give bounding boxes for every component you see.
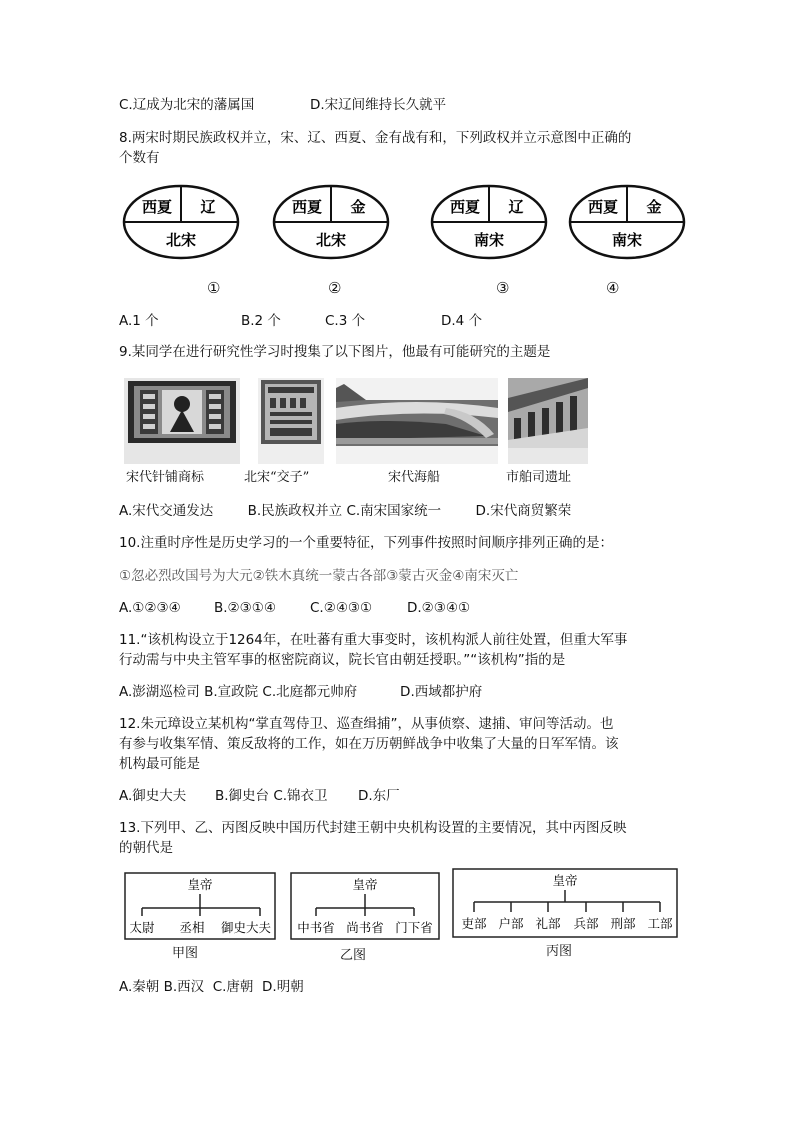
chart-bing-item-2: 户部 bbox=[498, 916, 524, 931]
song-ship-image bbox=[336, 378, 498, 464]
diagram-1-top-right: 辽 bbox=[200, 198, 216, 216]
chart-jia-item-2: 丞相 bbox=[179, 920, 205, 935]
photo-caption-4: 市舶司遗址 bbox=[506, 470, 572, 485]
diagram-1-bottom: 北宋 bbox=[165, 231, 197, 249]
q8-option-c: C.3 个 bbox=[325, 313, 366, 329]
q12-stem-line2: 有参与收集军情、策反敌将的工作，如在万历朝鲜战争中收集了大量的日军军情。该 bbox=[119, 736, 619, 752]
chart-bing-top: 皇帝 bbox=[552, 873, 578, 888]
q9-stem: 9.某同学在进行研究性学习时搜集了以下图片，他最有可能研究的主题是 bbox=[119, 344, 551, 360]
photo-caption-3: 宋代海船 bbox=[388, 470, 441, 485]
chart-bing-caption: 丙图 bbox=[546, 944, 573, 959]
chart-yi-top: 皇帝 bbox=[352, 877, 378, 892]
diagram-3-number: ③ bbox=[496, 279, 510, 297]
needle-shop-trademark-image bbox=[124, 378, 240, 464]
q13-options: A.秦朝 B.西汉 C.唐朝 D.明朝 bbox=[119, 979, 304, 995]
photo-caption-1: 宋代针铺商标 bbox=[126, 470, 205, 485]
chart-jia-item-3: 御史大夫 bbox=[220, 920, 272, 935]
q11-stem-line2: 行动需与中央主管军事的枢密院商议，院长官由朝廷授职。”“该机构”指的是 bbox=[119, 652, 566, 668]
shibosi-ruins-image bbox=[508, 378, 588, 464]
q12-stem-line1: 12.朱元璋设立某机构“掌直驾侍卫、巡查缉捕”，从事侦察、逮捕、审问等活动。也 bbox=[119, 716, 614, 732]
q8-option-d: D.4 个 bbox=[441, 313, 483, 329]
q12-option-bc: B.御史台 C.锦衣卫 bbox=[215, 788, 328, 804]
q7-option-d: D.宋辽间维持长久就平 bbox=[310, 97, 447, 113]
chart-yi-item-1: 中书省 bbox=[297, 920, 335, 935]
regime-diagram-3 bbox=[430, 182, 550, 262]
chart-bing-item-6: 工部 bbox=[647, 916, 673, 931]
diagram-3-bottom: 南宋 bbox=[473, 231, 505, 249]
q10-option-a: A.①②③④ bbox=[119, 600, 181, 616]
regime-diagram-1 bbox=[122, 182, 242, 262]
photo-caption-2: 北宋“交子” bbox=[244, 470, 310, 485]
diagram-4-bottom: 南宋 bbox=[611, 231, 643, 249]
q10-option-d: D.②③④① bbox=[407, 600, 471, 616]
q8-option-a: A.1 个 bbox=[119, 313, 159, 329]
diagram-2-top-left: 西夏 bbox=[291, 198, 323, 216]
chart-yi-item-2: 尚书省 bbox=[346, 920, 384, 935]
diagram-2-number: ② bbox=[328, 279, 342, 297]
q12-option-d: D.东厂 bbox=[358, 788, 400, 804]
diagram-1-top-left: 西夏 bbox=[141, 198, 173, 216]
q8-stem-line2: 个数有 bbox=[119, 150, 160, 166]
diagram-4-top-left: 西夏 bbox=[587, 198, 619, 216]
q9-options: A.宋代交通发达 B.民族政权并立 C.南宋国家统一 D.宋代商贸繁荣 bbox=[119, 503, 572, 519]
q11-stem-line1: 11.“该机构设立于1264年，在吐蕃有重大事变时，该机构派人前往处置，但重大军事 bbox=[119, 632, 628, 648]
org-chart-yi bbox=[290, 872, 440, 942]
q13-stem-line2: 的朝代是 bbox=[119, 840, 173, 856]
q12-stem-line3: 机构最可能是 bbox=[119, 756, 200, 772]
chart-bing-item-4: 兵部 bbox=[573, 916, 599, 931]
diagram-3-top-left: 西夏 bbox=[449, 198, 481, 216]
diagram-1-number: ① bbox=[207, 279, 221, 297]
q11-options: A.澎湖巡检司 B.宣政院 C.北庭都元帅府 D.西域都护府 bbox=[119, 684, 483, 700]
chart-jia-top: 皇帝 bbox=[187, 877, 213, 892]
q10-option-c: C.②④③① bbox=[310, 600, 373, 616]
org-chart-jia bbox=[124, 872, 276, 942]
diagram-2-bottom: 北宋 bbox=[315, 231, 347, 249]
q12-option-a: A.御史大夫 bbox=[119, 788, 187, 804]
q10-stem-line1: 10.注重时序性是历史学习的一个重要特征，下列事件按照时间顺序排列正确的是： bbox=[119, 535, 613, 551]
chart-jia-caption: 甲图 bbox=[172, 946, 199, 961]
regime-diagram-4 bbox=[568, 182, 688, 262]
diagram-2-top-right: 金 bbox=[350, 198, 366, 216]
q10-stem-line2: ①忽必烈改国号为大元②铁木真统一蒙古各部③蒙古灭金④南宋灭亡 bbox=[119, 568, 519, 584]
org-chart-bing bbox=[452, 868, 678, 940]
q13-stem-line1: 13.下列甲、乙、丙图反映中国历代封建王朝中央机构设置的主要情况，其中丙图反映 bbox=[119, 820, 627, 836]
regime-diagram-2 bbox=[272, 182, 392, 262]
chart-yi-item-3: 门下省 bbox=[395, 920, 433, 935]
q7-option-c: C.辽成为北宋的藩属国 bbox=[119, 97, 255, 113]
chart-yi-caption: 乙图 bbox=[340, 948, 367, 963]
chart-bing-item-1: 吏部 bbox=[461, 916, 487, 931]
q8-option-b: B.2 个 bbox=[241, 313, 281, 329]
chart-jia-item-1: 太尉 bbox=[129, 920, 155, 935]
q10-option-b: B.②③①④ bbox=[214, 600, 276, 616]
jiaozi-paper-money-image bbox=[258, 378, 324, 464]
diagram-4-number: ④ bbox=[606, 279, 620, 297]
chart-bing-item-5: 刑部 bbox=[610, 916, 636, 931]
diagram-4-top-right: 金 bbox=[646, 198, 662, 216]
q8-stem-line1: 8.两宋时期民族政权并立，宋、辽、西夏、金有战有和，下列政权并立示意图中正确的 bbox=[119, 130, 632, 146]
diagram-3-top-right: 辽 bbox=[508, 198, 524, 216]
chart-bing-item-3: 礼部 bbox=[535, 916, 561, 931]
